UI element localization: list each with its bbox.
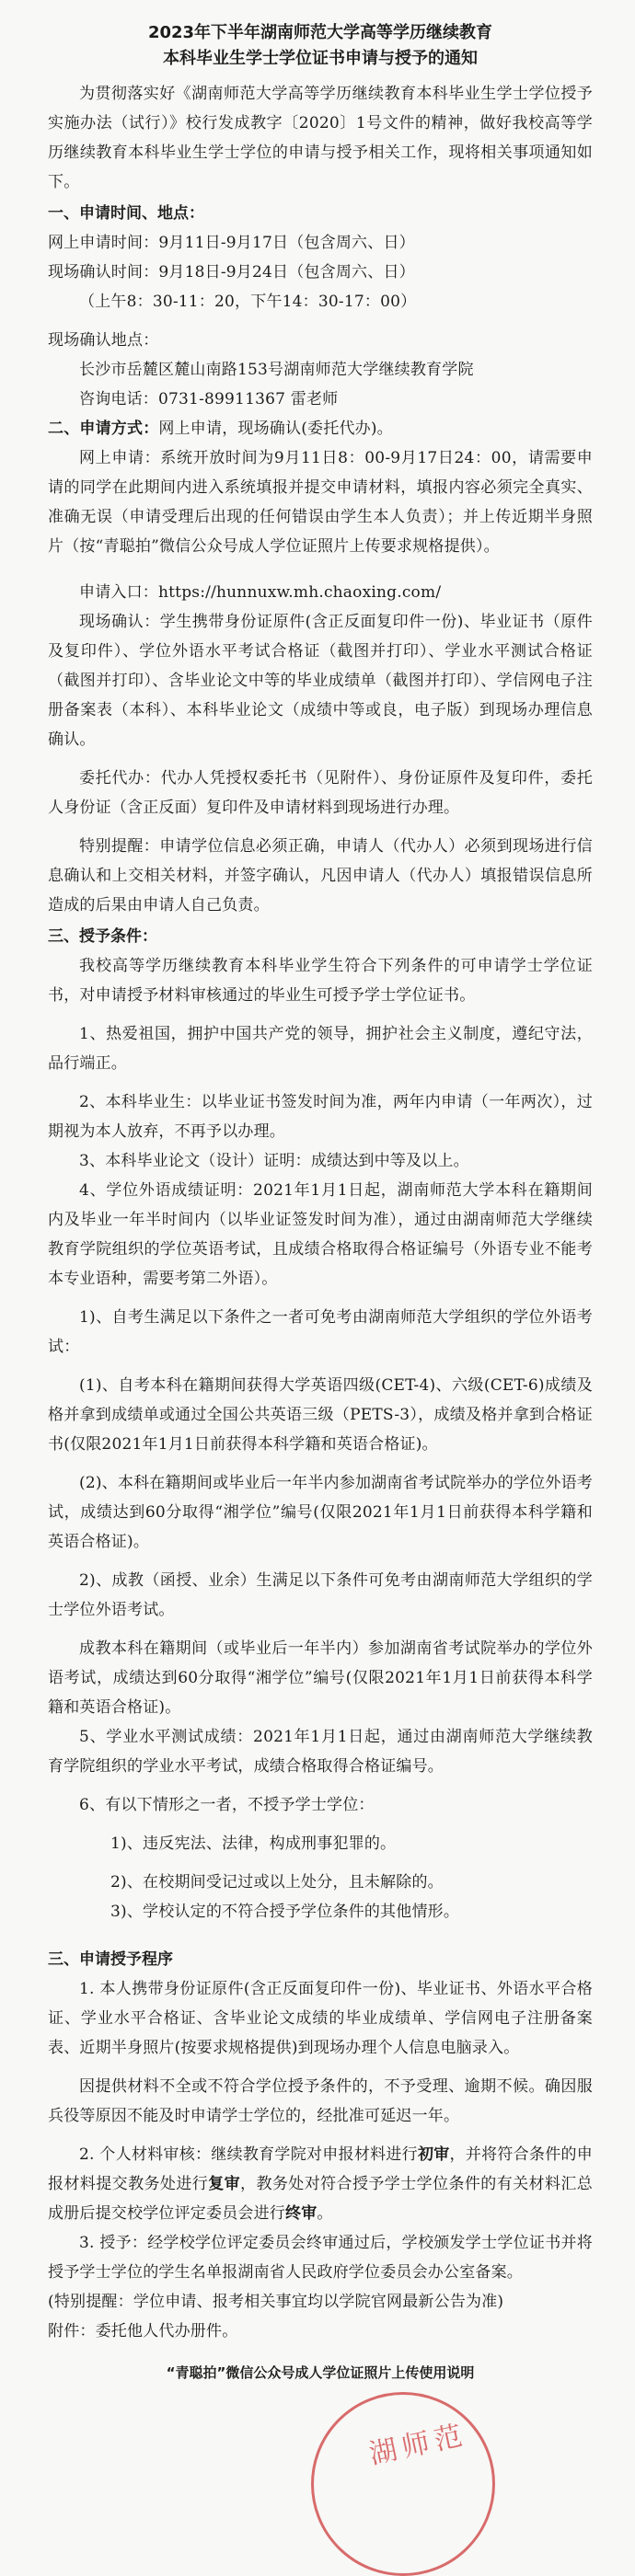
procedure-2-part: 。 [317, 2204, 333, 2223]
proxy-paragraph: 委托代办：代办人凭授权委托书（见附件）、身份证原件及复印件，委托人身份证（含正反面）复印件及申请材料到现场进行办理。 [48, 769, 593, 817]
condition-1: 1、热爱祖国，拥护中国共产党的领导，拥护社会主义制度，遵纪守法，品行端正。 [48, 1025, 593, 1073]
special-reminder: (特别提醒：学位申请、报考相关事宜均以学院官网最新公告为准) [48, 2293, 504, 2311]
onsite-place-label: 现场确认地点： [48, 331, 159, 350]
section-4-heading: 三、申请授予程序 [48, 1950, 173, 1969]
onsite-time: 现场确认时间：9月18日-9月24日（包含周六、日） [48, 263, 415, 282]
section-2-method: 网上申请，现场确认(委托代办)。 [158, 420, 393, 438]
procedure-2 [48, 2140, 593, 2228]
procedure-2-part: ，并将符合条件的申报材料提交教务处进行 [48, 2145, 593, 2193]
attachment-line[interactable]: 附件：委托他人代办册件。 [48, 2322, 238, 2340]
online-apply-paragraph: 网上申请：系统开放时间为9月11日8：00-9月17日24：00，请需要申请的同学在此期间内进入系统填报并提交申请材料，填报内容必须完全真实、准确无误（申请受理后出现的任何错误由学生本人负责）；并上传近期半身照片（按“青聪拍”微信公众号成人学位证照片上传要求规格提供）。 [48, 449, 593, 556]
condition-6: 6、有以下情形之一者，不授予学士学位： [79, 1796, 375, 1814]
procedure-2-part: ，教务处对符合授予学士学位条件的有关材料汇总成册后提交校学位评定委员会进行 [48, 2175, 594, 2223]
section-2-heading: 二、申请方式： [48, 420, 159, 438]
intro-paragraph: 为贯彻落实好《湖南师范大学高等学历继续教育本科毕业生学士学位授予实施办法（试行）》校行发成教字〔2020〕1号文件的精神，做好我校高等学历继续教育本科毕业生学士学位的申请与授予相关工作，现将相关事项通知如下。 [48, 85, 593, 191]
condition-6-item-1: 1)、违反宪法、法律，构成刑事犯罪的。 [110, 1834, 397, 1853]
procedure-1: 1. 本人携带身份证原件(含正反面复印件一份)、毕业证书、外语水平合格证、学业水平合格证、含毕业论文成绩的毕业成绩单、学信网电子注册备案表、近期半身照片(按要求规格提供)到现场办理个人信息电脑录入。 [48, 1980, 593, 2057]
condition-4-sub-1b: (2)、本科在籍期间或毕业后一年半内参加湖南省考试院举办的学位外语考试，成绩达到60分取得“湘学位”编号(仅限2021年1月1日前获得本科学籍和英语合格证)。 [48, 1474, 593, 1551]
onsite-confirm-paragraph: 现场确认：学生携带身份证原件(含正反面复印件一份)、毕业证书（原件及复印件）、学位外语水平考试合格证（截图并打印）、学业水平测试合格证（截图并打印）、含毕业论文中等的毕业成绩单（截图并打印）、学信网电子注册备案表（本科）、本科毕业论文（成绩中等或良，电子版）到现场办理信息确认。 [48, 613, 593, 749]
procedure-1b: 因提供材料不全或不符合学位授予条件的，不予受理、逾期不候。确因服兵役等原因不能及时申请学士学位的，经批准可延迟一年。 [48, 2077, 593, 2125]
procedure-3: 3. 授予：经学校学位评定委员会终审通过后，学校颁发学士学位证书并将授予学士学位的学生名单报湖南省人民政府学位委员会办公室备案。 [48, 2234, 593, 2282]
procedure-2-part: 2. 个人材料审核：继续教育学院对申报材料进行 [79, 2145, 418, 2164]
condition-6-item-3: 3)、学校认定的不符合授予学位条件的其他情形。 [110, 1903, 460, 1921]
official-seal [311, 2392, 495, 2576]
photo-upload-guide-title: “青聪拍”微信公众号成人学位证照片上传使用说明 [166, 2364, 475, 2381]
onsite-address: 长沙市岳麓区麓山南路153号湖南师范大学继续教育学院 [79, 361, 474, 379]
condition-4-sub-1: 1)、自考生满足以下条件之一者可免考由湖南师范大学组织的学位外语考试： [48, 1308, 593, 1356]
apply-entry-link[interactable]: 申请入口：https://hunnuxw.mh.chaoxing.com/ [79, 583, 442, 602]
condition-5: 5、学业水平测试成绩：2021年1月1日起，通过由湖南师范大学继续教育学院组织的学业水平考试，成绩合格取得合格证编号。 [48, 1728, 593, 1776]
condition-6-item-2: 2)、在校期间受记过或以上处分，且未解除的。 [110, 1873, 444, 1892]
condition-4: 4、学位外语成绩证明：2021年1月1日起，湖南师范大学本科在籍期间内及毕业一年半时间内（以毕业证签发时间为准），通过由湖南师范大学继续教育学院组织的学位英语考试，且成绩合格取得合格证编号（外语专业不能考本专业语种，需要考第二外语）。 [48, 1181, 593, 1288]
online-time: 网上申请时间：9月11日-9月17日（包含周六、日） [48, 234, 415, 252]
condition-4-sub-2: 2)、成教（函授、业余）生满足以下条件可免考由湖南师范大学组织的学士学位外语考试。 [48, 1571, 593, 1619]
section-1-heading: 一、申请时间、地点： [48, 204, 204, 223]
conditions-intro: 我校高等学历继续教育本科毕业学生符合下列条件的可申请学士学位证书，对申请授予材料审核通过的毕业生可授予学士学位证书。 [48, 957, 593, 1005]
condition-4-sub-1a: (1)、自考本科在籍期间获得大学英语四级(CET-4)、六级(CET-6)成绩及格并拿到成绩单或通过全国公共英语三级（PETS-3），成绩及格并拿到合格证书(仅限2021年1月1日前获得本科学籍和英语合格证)。 [48, 1376, 593, 1454]
contact-phone: 咨询电话：0731-89911367 雷老师 [79, 390, 339, 408]
office-hours: （上午8：30-11：20，下午14：30-17：00） [79, 293, 417, 311]
doc-title-line-2: 本科毕业生学士学位证书申请与授予的通知 [163, 49, 478, 68]
condition-4-sub-2a: 成教本科在籍期间（或毕业后一年半内）参加湖南省考试院举办的学位外语考试，成绩达到60分取得“湘学位”编号(仅限2021年1月1日前获得本科学籍和英语合格证)。 [48, 1639, 593, 1717]
second-review-label: 复审 [208, 2175, 241, 2193]
condition-3: 3、本科毕业论文（设计）证明：成绩达到中等及以上。 [79, 1152, 469, 1170]
special-notice-paragraph: 特别提醒：申请学位信息必须正确，申请人（代办人）必须到现场进行信息确认和上交相关材料，并签字确认，凡因申请人（代办人）填报错误信息所造成的后果由申请人自己负责。 [48, 837, 593, 914]
first-review-label: 初审 [417, 2145, 450, 2164]
section-2-heading-line [48, 414, 593, 443]
final-review-label: 终审 [285, 2204, 318, 2223]
doc-title-line-1: 2023年下半年湖南师范大学高等学历继续教育 [147, 23, 493, 42]
seal-text: 湖师范 [366, 2419, 471, 2471]
condition-2: 2、本科毕业生：以毕业证书签发时间为准，两年内申请（一年两次），过期视为本人放弃，不再予以办理。 [48, 1093, 593, 1141]
section-3-heading: 三、授予条件： [48, 927, 157, 946]
